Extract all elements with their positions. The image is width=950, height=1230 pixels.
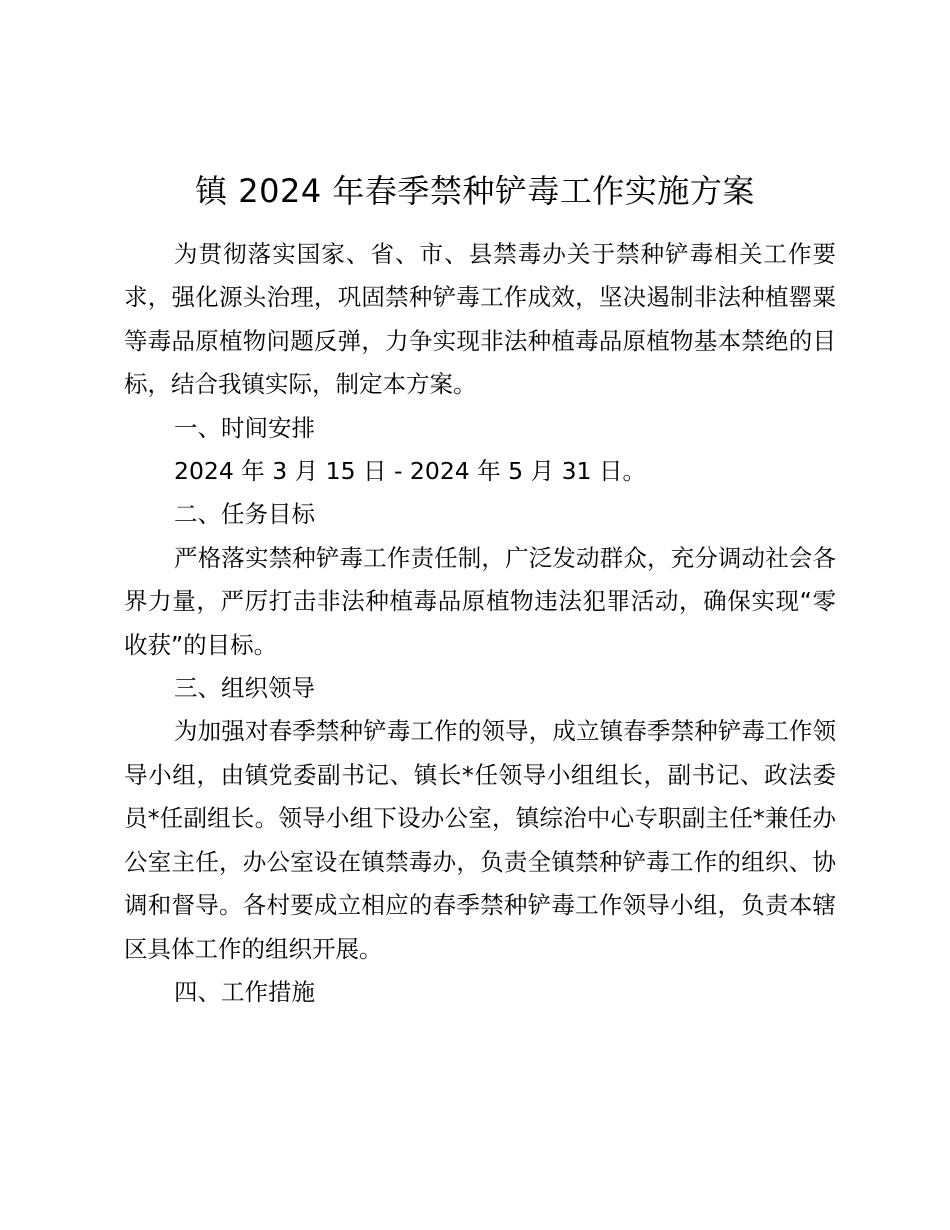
schedule-paragraph: 2024 年 3 月 15 日 - 2024 年 5 月 31 日。 (174, 457, 646, 486)
goals-paragraph: 严格落实禁种铲毒工作责任制，广泛发动群众，充分调动社会各界力量，严厉打击非法种植毒品原植物违法犯罪活动，确保实现“零收获”的目标。 (124, 543, 836, 659)
section-heading-goals: 二、任务目标 (174, 500, 315, 529)
leadership-paragraph: 为加强对春季禁种铲毒工作的领导，成立镇春季禁种铲毒工作领导小组，由镇党委副书记、镇长*任领导小组组长，副书记、政法委员*任副组长。领导小组下设办公室，镇综治中心专职副主任*兼任办公室主任，办公室设在镇禁毒办，负责全镇禁种铲毒工作的组织、协调和督导。各村要成立相应的春季禁种铲毒工作领导小组，负责本辖区具体工作的组织开展。 (124, 717, 836, 963)
section-heading-schedule: 一、时间安排 (174, 413, 315, 442)
document-body (124, 233, 836, 1014)
section-heading-leadership: 三、组织领导 (174, 674, 315, 703)
section-heading-measures: 四、工作措施 (174, 977, 315, 1006)
document-title: 镇 2024 年春季禁种铲毒工作实施方案 (195, 172, 755, 210)
intro-paragraph: 为贯彻落实国家、省、市、县禁毒办关于禁种铲毒相关工作要求，强化源头治理，巩固禁种铲毒工作成效，坚决遏制非法种植罂粟等毒品原植物问题反弹，力争实现非法种植毒品原植物基本禁绝的目标，结合我镇实际，制定本方案。 (124, 240, 836, 399)
